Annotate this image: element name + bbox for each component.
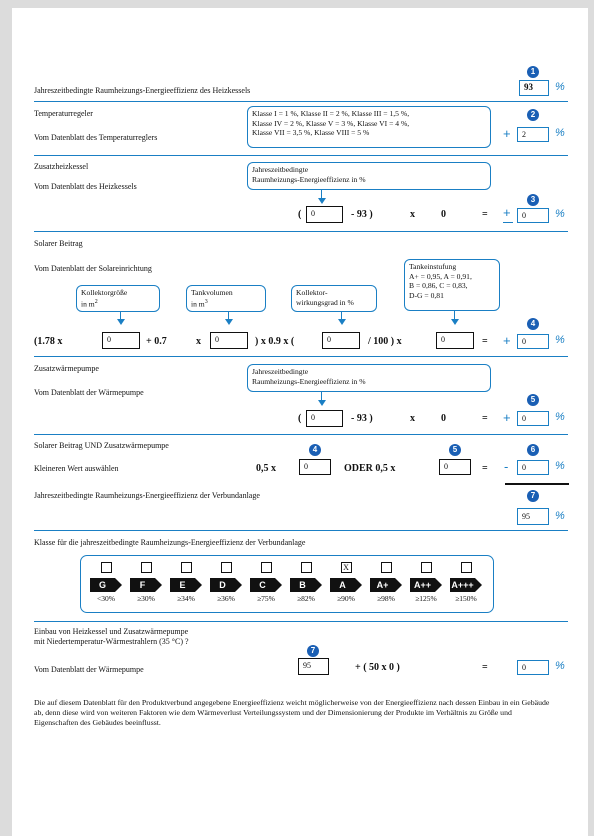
energy-class-arrow [90,578,122,592]
s9-formula: + ( 50 x 0 ) [355,662,400,673]
s9-input-field[interactable]: 95 [298,658,329,675]
energy-class-range: ≥34% [177,594,195,603]
s6-minus-sign: - [504,459,509,474]
frame-left [0,0,12,836]
divider-2 [34,155,568,156]
s6-title: Solarer Beitrag UND Zusatzwärmepumpe [34,441,169,450]
s2-classes-callout [247,106,491,148]
energy-class-letter: A+ [376,580,389,590]
s3-factor: 0 [441,209,446,220]
energy-class-letter: E [179,580,186,590]
energy-class-checkbox[interactable] [261,562,272,573]
energy-class-range: ≥36% [217,594,235,603]
s3-input-field[interactable]: 0 [306,206,343,223]
s4-stem-d [454,311,455,319]
energy-class-arrow [170,578,202,592]
s9-equals: = [482,662,488,673]
s4-formula-a: (1.78 x [34,336,63,347]
s4-stem-c [341,312,342,319]
energy-class-arrow [210,578,242,592]
s6-percent: % [555,460,565,472]
energy-class-9 [449,562,483,603]
energy-class-checkbox[interactable] [181,562,192,573]
s4-tank-unit: in m [191,299,205,309]
s4-arrow-d [451,319,459,325]
s3-callout-stem [321,190,322,198]
s9-label: Vom Datenblatt der Wärmepumpe [34,665,144,674]
s6-input-heatpump[interactable]: 0 [439,459,471,475]
s4-collector-unit: in m [81,299,95,309]
s2-classes-line1: Klasse I = 1 %, Klasse II = 2 %, Klasse III = 1,5 %, [252,109,410,118]
s2-title: Temperaturregeler [34,109,93,118]
s4-collector-efficiency-input[interactable]: 0 [322,332,360,349]
s4-percent: % [555,334,565,346]
s4-collector-line1: Kollektorgröße [81,288,128,297]
s1-value-field[interactable]: 93 [519,80,549,96]
s6-label: Kleineren Wert auswählen [34,464,119,473]
s3-plus-sign: + [503,205,511,220]
divider-1 [34,101,568,102]
frame-top [0,0,594,8]
s4-label: Vom Datenblatt der Solareinrichtung [34,264,152,273]
s6-equals: = [482,463,488,474]
energy-class-letter: F [139,580,146,590]
s4-tank-volume-input[interactable]: 0 [210,332,248,349]
divider-5 [34,434,568,435]
s4-callout-collector [76,285,160,312]
energy-class-letter: G [98,580,106,590]
s3-value-field[interactable]: 0 [517,208,549,223]
s3-callout [247,162,491,190]
s8-class-row [89,562,489,610]
energy-class-letter: B [299,580,306,590]
energy-class-checkbox[interactable] [461,562,472,573]
s4-callout-efficiency [291,285,377,312]
s5-callout-line1: Jahreszeitbedingte [252,367,309,376]
s4-collector-line2 [81,298,155,309]
badge-6: 6 [527,444,539,456]
s5-title: Zusatzwärmepumpe [34,364,99,373]
s4-tank-line1: Tankvolumen [191,288,233,297]
energy-class-0 [89,562,123,603]
s5-callout-arrow [318,400,326,406]
s9-title-1: Einbau von Heizkessel und Zusatzwärmepumpe [34,627,189,636]
s4-callout-tank [186,285,266,312]
s4-tank-sup: 3 [204,298,208,305]
s4-rating-line2: A+ = 0,95, A = 0,91, [409,271,472,281]
s5-callout-stem [321,392,322,400]
energy-class-range: ≥150% [455,594,477,603]
s4-value-field[interactable]: 0 [517,334,549,349]
s4-title: Solarer Beitrag [34,239,83,248]
s4-equals: = [482,336,488,347]
energy-class-1 [129,562,163,603]
s4-collector-size-input[interactable]: 0 [102,332,140,349]
s5-callout [247,364,491,392]
s5-open-paren: ( [298,413,302,424]
s2-plus-sign: + [503,126,511,141]
s4-tank-line2 [191,298,261,309]
s2-percent: % [555,127,565,139]
s6-sum-line [505,483,569,485]
s4-formula-b: + 0.7 [146,336,167,347]
energy-class-6 [329,562,363,603]
s3-callout-arrow [318,198,326,204]
s3-callout-line1: Jahreszeitbedingte [252,165,309,174]
badge-2: 2 [527,109,539,121]
s4-tank-rating-input[interactable]: 0 [436,332,474,349]
energy-class-arrow [290,578,322,592]
energy-class-range: ≥98% [377,594,395,603]
energy-class-arrow [410,578,442,592]
s4-formula-d: / 100 ) x [368,336,402,347]
divider-7 [34,530,568,531]
badge-3: 3 [527,194,539,206]
s6-value-field[interactable]: 0 [517,460,549,475]
energy-class-range: ≥30% [137,594,155,603]
energy-class-arrow [450,578,482,592]
badge-6-ref-4: 4 [309,444,321,456]
energy-class-checkbox[interactable] [101,562,112,573]
badge-5: 5 [527,394,539,406]
s4-rating-line4: D-G = 0,81 [409,290,444,300]
energy-class-letter: D [219,580,226,590]
energy-class-checkbox[interactable] [301,562,312,573]
energy-class-range: ≥82% [297,594,315,603]
badge-7: 7 [527,490,539,502]
s2-classes-line2: Klasse IV = 2 %, Klasse V = 3 %, Klasse VI = 4 %, [252,118,410,128]
s6-input-solar[interactable]: 0 [299,459,331,475]
s9-value-field[interactable]: 0 [517,660,549,675]
s5-value-field[interactable]: 0 [517,411,549,426]
s9-percent: % [555,660,565,672]
energy-class-checkbox[interactable]: X [341,562,352,573]
energy-class-letter: C [259,580,266,590]
energy-class-arrow [330,578,362,592]
energy-class-range: ≥75% [257,594,275,603]
s2-label: Vom Datenblatt des Temperaturreglers [34,133,158,142]
energy-class-checkbox[interactable] [221,562,232,573]
s5-percent: % [555,411,565,423]
badge-6-ref-5: 5 [449,444,461,456]
s7-value-field[interactable]: 95 [517,508,549,525]
s8-class-panel [80,555,494,613]
s5-callout-line2: Raumheizungs-Energieeffizienz in % [252,376,366,386]
energy-class-checkbox[interactable] [141,562,152,573]
energy-class-checkbox[interactable] [421,562,432,573]
footer-disclaimer: Die auf diesem Datenblatt für den Produktverbund angegebene Energieeffizienz weicht möglicherweise von der Energieeffizienz nach dessen Einbau in ein Gebäude ab, denn diese wird von weiteren Faktoren wie dem Wärmeverlust Verteilungssystem und der Dimensionierung der Produkte im Verhältnis zu Größe und Eigenschaften des Gebäudes beeinflusst. [34,698,550,728]
s4-rating-line1: Tankeinstufung [409,262,457,271]
s4-arrow-b [225,319,233,325]
divider-3 [34,231,568,232]
s3-open-paren: ( [298,209,302,220]
energy-class-range: ≥125% [415,594,437,603]
frame-right [588,0,594,836]
s4-arrow-c [338,319,346,325]
s4-eff-line2: wirkungsgrad in % [296,297,354,307]
s4-rating-line3: B = 0,86, C = 0,83, [409,281,468,290]
s3-minus-93: - 93 ) [351,209,373,220]
energy-class-arrow [250,578,282,592]
energy-class-5 [289,562,323,603]
energy-class-range: <30% [97,594,115,603]
energy-class-letter: A++ [413,580,431,590]
s4-formula-x: x [196,336,201,347]
energy-class-arrow [370,578,402,592]
energy-class-letter: A [339,580,346,590]
s4-eff-line1: Kollektor- [296,288,328,297]
s5-factor: 0 [441,413,446,424]
s5-input-field[interactable]: 0 [306,410,343,427]
s3-sign-underline [503,222,513,223]
badge-1: 1 [527,66,539,78]
s1-percent: % [555,81,565,93]
s6-factor-a: 0,5 x [256,463,276,474]
s9-title-2: mit Niedertemperatur-Wärmestrahlern (35 °C) ? [34,637,189,646]
energy-class-letter: A+++ [451,580,474,590]
divider-8 [34,621,568,622]
s5-plus-sign: + [503,410,511,425]
s4-callout-rating [404,259,500,311]
s1-label: Jahreszeitbedingte Raumheizungs-Energieeffizienz des Heizkessels [34,86,251,95]
s7-percent: % [555,510,565,522]
energy-class-7 [369,562,403,603]
energy-class-arrow [130,578,162,592]
s3-callout-line2: Raumheizungs-Energieeffizienz in % [252,174,366,184]
s2-value-field[interactable]: 2 [517,127,549,142]
s3-title: Zusatzheizkessel [34,162,89,171]
energy-class-4 [249,562,283,603]
s5-times: x [410,413,415,424]
s5-equals: = [482,413,488,424]
s4-stem-a [120,312,121,319]
energy-class-checkbox[interactable] [381,562,392,573]
energy-class-range: ≥90% [337,594,355,603]
badge-4: 4 [527,318,539,330]
s5-minus-93: - 93 ) [351,413,373,424]
energy-class-8 [409,562,443,603]
energy-class-3 [209,562,243,603]
s4-plus-sign: + [503,333,511,348]
s4-stem-b [228,312,229,319]
s3-equals: = [482,209,488,220]
badge-7-ref: 7 [307,645,319,657]
s3-times: x [410,209,415,220]
s4-collector-sup: 2 [94,298,98,305]
s2-classes-line3: Klasse VII = 3,5 %, Klasse VIII = 5 % [252,128,370,137]
divider-4 [34,356,568,357]
s3-label: Vom Datenblatt des Heizkessels [34,182,137,191]
s3-percent: % [555,208,565,220]
s6-or-factor: ODER 0,5 x [344,463,396,474]
s4-arrow-a [117,319,125,325]
s4-formula-c: ) x 0.9 x ( [255,336,295,347]
s8-title: Klasse für die jahreszeitbedingte Raumheizungs-Energieeffizienz der Verbundanlage [34,538,306,547]
energy-class-2 [169,562,203,603]
s5-label: Vom Datenblatt der Wärmepumpe [34,388,144,397]
s7-label: Jahreszeitbedingte Raumheizungs-Energieeffizienz der Verbundanlage [34,491,260,500]
